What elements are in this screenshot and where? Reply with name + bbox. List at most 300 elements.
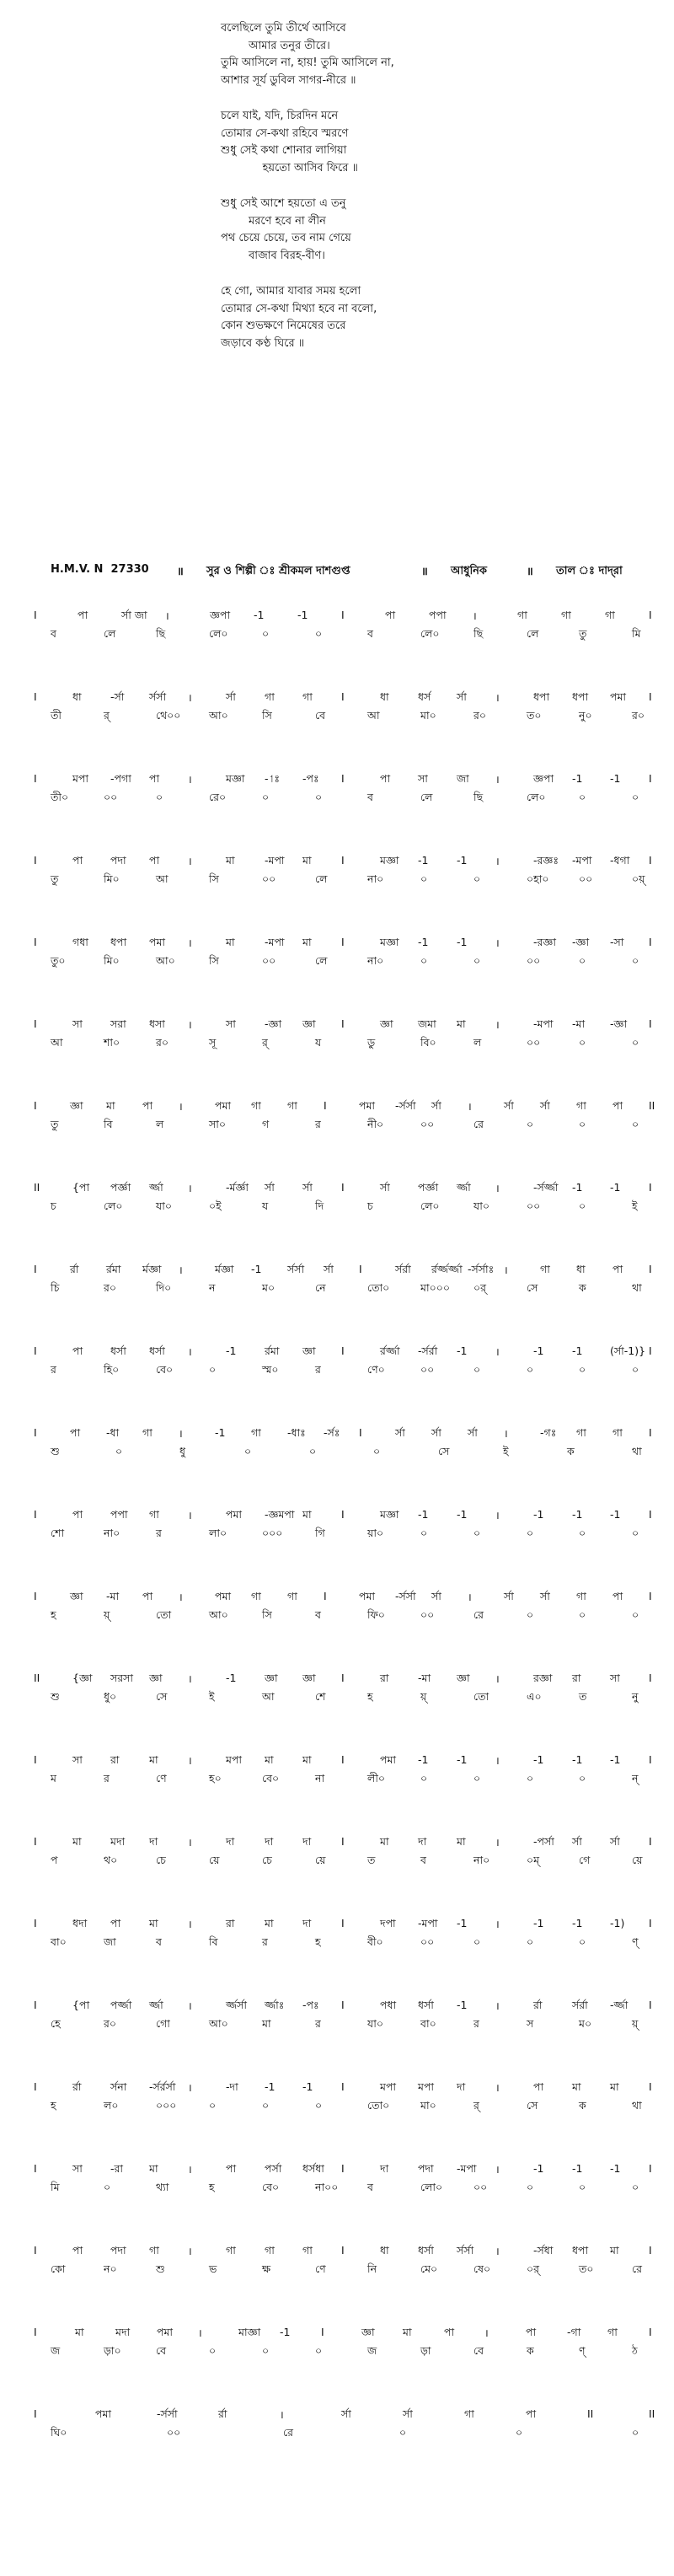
lyric-syllable: ছি	[156, 627, 166, 640]
bar-divider: I	[341, 1508, 345, 1521]
swara-note: দা	[380, 2162, 389, 2175]
lyric-syllable: নী০	[367, 1118, 384, 1130]
bar-divider: ।	[495, 2163, 500, 2176]
swara-note: মাজ্ঞা	[238, 2326, 261, 2338]
lyric-syllable: ০	[527, 1527, 534, 1539]
swara-note: রজ্ঞা	[533, 1672, 553, 1684]
lyric-syllable: ০	[527, 1772, 534, 1784]
lyric-syllable: বি০	[420, 1036, 436, 1049]
bar-divider: ।	[495, 773, 500, 786]
lyric-syllable: মি	[632, 627, 641, 640]
bar-divider: ।	[188, 1754, 192, 1767]
lyric-syllable: য়্‌	[420, 1690, 427, 1703]
lyric-syllable: ০	[527, 1935, 534, 1948]
lyric-syllable: ক্ষ	[262, 2262, 271, 2275]
separator: ॥	[527, 566, 533, 578]
swara-note: মা	[149, 2162, 158, 2175]
bar-divider: ।	[165, 609, 169, 622]
lyric-syllable: না০	[104, 1527, 120, 1539]
swara-note: -1	[457, 1999, 468, 2011]
swara-note: গা	[576, 1590, 586, 1602]
lyric-syllable: ব	[420, 1854, 426, 1866]
swara-note: পা	[612, 1263, 623, 1275]
syllable-line	[34, 2344, 657, 2361]
swara-note: পা	[149, 854, 160, 867]
bar-divider: I	[34, 690, 37, 703]
lyric-syllable: ণ্‌	[579, 2344, 586, 2357]
lyric-syllable: লে	[315, 954, 328, 967]
lyric-syllable: রে	[473, 1608, 484, 1621]
swara-note: -1	[457, 1344, 468, 1357]
syllable-line	[34, 791, 657, 808]
bar-divider: I	[34, 1508, 37, 1521]
bar-divider: ।	[188, 1509, 192, 1521]
swara-note: -1	[215, 1426, 226, 1439]
swara-note: জ্ঞা	[302, 1344, 316, 1357]
bar-divider: I	[341, 2162, 345, 2175]
swara-note: র্সর্সা	[457, 2244, 474, 2257]
swara-note: পধা	[380, 1999, 397, 2011]
swara-note: পদা	[418, 2162, 434, 2175]
swara-note: মা	[457, 1835, 466, 1848]
swara-note: -মপা	[572, 854, 592, 867]
swara-note: ধসা	[149, 1017, 165, 1030]
lyric-syllable: ০	[579, 791, 586, 803]
swara-note: পমা	[149, 936, 166, 948]
swara-note: -1	[533, 1508, 544, 1521]
bar-divider: I	[649, 772, 652, 785]
lyric-syllable: বা০	[51, 1935, 67, 1948]
bar-divider: ।	[188, 1836, 192, 1849]
lyric-syllable: ব	[315, 1608, 321, 1621]
lyric-syllable: থ০	[104, 1854, 118, 1866]
syllable-line	[34, 2181, 657, 2198]
bar-divider: ।	[495, 855, 500, 867]
lyric-syllable: ০	[516, 2426, 523, 2439]
swara-note: দা	[302, 1835, 312, 1848]
swara-note: ধা	[72, 690, 82, 703]
lyric-syllable: হ	[367, 1690, 373, 1703]
swara-note: মা	[572, 2080, 581, 2093]
swara-note: র্সা জা	[121, 609, 147, 621]
swara-note: -1	[610, 1753, 621, 1766]
swara-note: -জ্ঞা	[610, 1017, 628, 1030]
lyric-syllable: দি০	[156, 1281, 172, 1294]
lyric-syllable: ম০	[579, 2017, 592, 2030]
swara-note: র্রা	[70, 1263, 79, 1275]
bar-divider: I	[649, 1999, 652, 2011]
lyric-syllable: মি০	[104, 872, 120, 885]
swara-note: -র্সর্সাঃ	[468, 1263, 495, 1275]
lyric-syllable: ০	[209, 2099, 217, 2112]
lyric-syllable: ব	[156, 1935, 162, 1948]
swara-note: সা	[72, 1017, 83, 1030]
swara-note: -1	[572, 2162, 583, 2175]
swara-note: মপা	[380, 2080, 397, 2093]
swara-note: গা	[464, 2407, 474, 2420]
swara-note: -মপা	[265, 854, 285, 867]
lyric-syllable: তো০	[367, 2099, 390, 2112]
lyric-syllable: ০	[632, 1036, 639, 1049]
swara-line	[34, 1835, 657, 1852]
lyric-syllable: ০	[262, 2099, 270, 2112]
bar-divider: I	[34, 1590, 37, 1602]
swara-note: -1	[572, 1508, 583, 1521]
syllable-line	[34, 1935, 657, 1952]
lyric-syllable: বি	[104, 1118, 113, 1130]
lyric-syllable: ০০	[167, 2426, 181, 2439]
lyric-syllable: না০	[367, 872, 384, 885]
lyric-syllable: তো	[473, 1690, 489, 1703]
lyric-syllable: জ	[51, 2344, 61, 2357]
lyrics-block	[221, 20, 575, 371]
swara-note: র্সা	[341, 2407, 351, 2420]
lyric-syllable: সে	[438, 1445, 450, 1457]
lyric-syllable: লে০	[420, 627, 440, 640]
bar-divider: ।	[495, 1754, 500, 1767]
lyric-syllable: ণে০	[367, 1363, 385, 1376]
swara-note: ধর্সা	[149, 1344, 165, 1357]
lyric-syllable: র০	[473, 709, 487, 722]
lyric-line: শুধু সেই কথা শোনার লাগিয়া	[221, 144, 347, 157]
lyric-syllable: ০	[315, 791, 323, 803]
swara-note: র্জ্জর্সা	[226, 1999, 248, 2011]
swara-line	[34, 936, 657, 953]
swara-note: পপা	[429, 609, 447, 621]
lyric-line: জড়াবে কণ্ঠ ঘিরে ॥	[221, 336, 305, 350]
lyric-syllable: সি	[209, 954, 219, 967]
lyric-syllable: ফি০	[367, 1608, 385, 1621]
bar-divider: I	[649, 1181, 652, 1194]
bar-divider: ।	[495, 1345, 500, 1358]
swara-note: গা	[265, 690, 275, 703]
lyric-syllable: হে	[51, 2017, 61, 2030]
lyric-syllable: ড়া	[420, 2344, 431, 2357]
notation-row	[34, 690, 657, 727]
lyric-syllable: ০	[420, 872, 428, 885]
lyric-syllable: ০০	[420, 1363, 435, 1376]
lyric-syllable: ০	[315, 2099, 323, 2112]
lyric-syllable: ০র্‌	[473, 1281, 487, 1294]
notation-row	[34, 1508, 657, 1545]
notation-row	[34, 936, 657, 973]
lyric-syllable: ন০	[104, 2262, 117, 2275]
swara-note: মা	[72, 1835, 82, 1848]
lyric-syllable: ০	[632, 1118, 639, 1130]
bar-divider: I	[341, 1999, 345, 2011]
swara-note: র্সা	[540, 1099, 550, 1112]
lyric-syllable: র০	[156, 1036, 169, 1049]
lyric-syllable: ০০	[420, 1935, 435, 1948]
syllable-line	[34, 1690, 657, 1707]
swara-note: গা	[607, 2326, 618, 2338]
lyric-syllable: শা০	[104, 1036, 120, 1049]
syllable-line	[34, 709, 657, 726]
lyric-syllable: ০	[473, 872, 481, 885]
swara-note: মা	[149, 1753, 158, 1766]
notation-row	[34, 1753, 657, 1790]
swara-note: র্সা	[468, 1426, 478, 1439]
lyric-syllable: ০	[579, 1772, 586, 1784]
swara-note: মপা	[418, 2080, 435, 2093]
swara-note: -পগা	[110, 772, 131, 785]
separator: ॥	[177, 566, 184, 578]
syllable-line	[34, 1772, 657, 1789]
swara-line	[34, 1263, 657, 1280]
lyric-syllable: চে	[262, 1854, 272, 1866]
lyric-line: আমার তনুর তীরে।	[221, 39, 330, 52]
swara-note: -পঃ	[302, 772, 319, 785]
swara-note: পমা	[380, 1753, 397, 1766]
swara-note: -রজ্ঞা	[533, 936, 556, 948]
swara-note: {পা	[72, 1999, 90, 2011]
lyric-syllable: ডু	[367, 1036, 376, 1049]
swara-note: সা	[610, 1672, 620, 1684]
record-number: H.M.V. N 27330	[51, 563, 149, 576]
swara-line	[34, 2162, 657, 2179]
swara-line	[34, 2407, 657, 2424]
lyric-syllable: লে	[104, 627, 116, 640]
lyric-syllable: ০	[527, 1363, 534, 1376]
lyric-stanza	[221, 283, 575, 352]
lyric-syllable: তো	[156, 1608, 172, 1621]
bar-divider: I	[649, 1508, 652, 1521]
swara-note: মপা	[72, 772, 89, 785]
lyric-syllable: গি	[315, 1527, 325, 1539]
lyric-syllable: লা০	[209, 1527, 227, 1539]
swara-note: -র্সঃ	[324, 1426, 340, 1439]
bar-divider: I	[649, 1263, 652, 1275]
lyric-syllable: আ	[156, 872, 168, 885]
bar-divider: ।	[495, 1836, 500, 1849]
bar-divider: I	[649, 2162, 652, 2175]
swara-note: র্মজ্ঞা	[215, 1263, 234, 1275]
bar-divider: I	[34, 2162, 37, 2175]
swara-note: -1	[610, 772, 621, 785]
lyric-syllable: ০	[315, 627, 323, 640]
swara-note: -দা	[226, 2080, 238, 2093]
swara-note: -র্সর্সা	[395, 1099, 416, 1112]
swara-note: -ধাঃ	[287, 1426, 306, 1439]
bar-divider: ।	[179, 1591, 183, 1603]
swara-note: গা	[517, 609, 527, 621]
lyric-syllable: য	[262, 1199, 269, 1212]
lyric-syllable: নু০	[579, 709, 592, 722]
lyric-syllable: ০	[473, 1935, 481, 1948]
lyric-syllable: ০	[115, 1445, 123, 1457]
swara-note: -র্সর্রা	[418, 1344, 438, 1357]
swara-note: গা	[265, 2244, 275, 2257]
bar-divider: I	[341, 1344, 345, 1357]
lyric-syllable: মা০	[420, 709, 436, 722]
swara-note: -1	[572, 1917, 583, 1929]
lyric-syllable: ০	[579, 1935, 586, 1948]
lyric-syllable: লে০	[104, 1199, 123, 1212]
bar-divider: ।	[495, 1509, 500, 1521]
bar-divider: I	[649, 1017, 652, 1030]
swara-note: -1	[533, 1917, 544, 1929]
genre-label: আধুনিক	[451, 565, 488, 577]
swara-note: জ্ঞপা	[533, 772, 554, 785]
swara-note: গা	[251, 1426, 261, 1439]
swara-note: সা	[226, 1017, 236, 1030]
swara-note: (র্সা-1)}	[610, 1344, 646, 1357]
swara-note: মা	[457, 1017, 466, 1030]
bar-divider: ।	[495, 1999, 500, 2012]
lyric-syllable: ড়া০	[104, 2344, 121, 2357]
swara-line	[34, 1672, 657, 1688]
lyric-syllable: ণ্‌	[632, 1935, 639, 1948]
swara-note: মা	[149, 1917, 158, 1929]
swara-note: দা	[265, 1835, 274, 1848]
swara-note: পা	[380, 772, 391, 785]
swara-note: ধর্সা	[110, 1344, 126, 1357]
swara-note: জ্ঞা	[457, 1672, 470, 1684]
lyric-syllable: ০	[473, 1772, 481, 1784]
lyric-line: হে গো, আমার যাবার সময় হলো	[221, 285, 361, 298]
lyric-syllable: ক	[527, 2344, 534, 2357]
swara-note: জমা	[418, 1017, 436, 1030]
swara-note: রা	[110, 1753, 120, 1766]
swara-line	[34, 1508, 657, 1525]
swara-note: -পর্সা	[533, 1835, 554, 1848]
lyric-syllable: মা০০০	[420, 1281, 450, 1294]
lyric-syllable: ব	[367, 627, 373, 640]
bar-divider: I	[649, 1917, 652, 1929]
swara-note: জ্ঞা	[70, 1099, 83, 1112]
bar-divider: ।	[495, 1182, 500, 1194]
lyric-syllable: আ০	[156, 954, 175, 967]
syllable-line	[34, 954, 657, 971]
bar-divider: I	[649, 936, 652, 948]
lyric-syllable: র	[315, 1363, 321, 1376]
lyric-syllable: আ	[367, 709, 380, 722]
swara-note: গা	[287, 1590, 297, 1602]
lyric-syllable: সে	[527, 1281, 538, 1294]
bar-divider: I	[359, 1426, 362, 1439]
swara-note: র্সা	[380, 1181, 390, 1194]
swara-note: মা	[226, 854, 235, 867]
swara-note: মজ্ঞা	[380, 854, 399, 867]
lyric-syllable: মা০	[420, 2099, 436, 2112]
lyric-syllable: ঠ	[632, 2344, 638, 2357]
bar-divider: ।	[188, 1182, 192, 1194]
bar-divider: ।	[188, 1918, 192, 1930]
lyric-syllable: জা	[104, 1935, 116, 1948]
swara-note: -1	[610, 1181, 621, 1194]
bar-divider: I	[341, 772, 345, 785]
syllable-line	[34, 1363, 657, 1380]
swara-note: ধর্সা	[418, 2244, 434, 2257]
swara-note: ধা	[380, 2244, 389, 2257]
syllable-line	[34, 627, 657, 644]
swara-note: -মা	[106, 1590, 120, 1602]
lyric-syllable: ই	[632, 1199, 638, 1212]
swara-note: মা	[75, 2326, 84, 2338]
swara-note: মা	[226, 936, 235, 948]
swara-note: র্সা	[572, 1835, 582, 1848]
swara-note: র্মজ্ঞা	[142, 1263, 162, 1275]
bar-divider: I	[649, 2080, 652, 2093]
bar-divider: I	[34, 1426, 37, 1439]
lyric-line: আশার সূর্য ডুবিল সাগর-নীরে ॥	[221, 73, 356, 87]
swara-note: দা	[418, 1835, 427, 1848]
swara-note: পর্জ্ঞা	[110, 1181, 131, 1194]
lyric-syllable: ০	[579, 1118, 586, 1130]
lyric-syllable: ০হা০	[527, 872, 549, 885]
swara-note: মজ্ঞা	[226, 772, 245, 785]
bar-divider: I	[34, 2244, 37, 2257]
lyric-syllable: য	[315, 1036, 322, 1049]
swara-note: রা	[226, 1917, 235, 1929]
swara-note: র্রমা	[106, 1263, 121, 1275]
swara-note: মা	[403, 2326, 412, 2338]
lyric-syllable: ০	[420, 1527, 428, 1539]
swara-note: পমা	[157, 2326, 174, 2338]
lyric-syllable: লে০	[420, 1199, 440, 1212]
lyric-syllable: ০	[632, 1527, 639, 1539]
swara-note: -মা	[418, 1672, 431, 1684]
lyric-syllable: আ	[262, 1690, 275, 1703]
lyric-syllable: হ	[51, 2099, 56, 2112]
lyric-syllable: ০০	[104, 791, 118, 803]
lyric-syllable: চ	[367, 1199, 373, 1212]
lyric-syllable: ০	[527, 1608, 534, 1621]
bar-divider: ।	[188, 1999, 192, 2012]
swara-note: পা	[72, 854, 83, 867]
lyric-syllable: আ০	[209, 2017, 228, 2030]
lyric-syllable: মে০	[420, 2262, 438, 2275]
swara-note: ধদা	[72, 1917, 88, 1929]
lyric-syllable: ০	[632, 2426, 639, 2439]
bar-divider: ।	[188, 2245, 192, 2257]
lyric-syllable: রে০	[209, 791, 227, 803]
swara-line	[34, 2080, 657, 2097]
notation-row	[34, 1590, 657, 1627]
swara-note: -পঃ	[302, 1999, 319, 2011]
swara-note: গা	[226, 2244, 236, 2257]
lyric-syllable: ০	[309, 1445, 317, 1457]
bar-divider: ।	[198, 2326, 202, 2339]
swara-note: -1	[265, 2080, 275, 2093]
swara-note: মা	[106, 1099, 115, 1112]
lyric-syllable: সি	[262, 1608, 272, 1621]
swara-note: জ্ঞা	[302, 1672, 316, 1684]
lyric-syllable: ল	[156, 1118, 164, 1130]
bar-divider: I	[341, 1181, 345, 1194]
lyric-syllable: ০য়্‌	[632, 872, 645, 885]
lyric-syllable: তো০	[367, 1281, 390, 1294]
lyric-line: বলেছিলে তুমি তীর্থে আসিবে	[221, 22, 346, 35]
swara-note: ধপা	[110, 936, 127, 948]
swara-note: -র্সর্জ্জা	[533, 1181, 559, 1194]
syllable-line	[34, 1036, 657, 1053]
bar-divider: I	[649, 854, 652, 867]
lyric-syllable: ০০	[527, 1036, 541, 1049]
lyric-syllable: তু	[579, 627, 587, 640]
swara-note: পমা	[226, 1508, 243, 1521]
swara-note: মা	[610, 2244, 619, 2257]
swara-note: র্সা	[504, 1590, 514, 1602]
bar-divider: I	[649, 1753, 652, 1766]
lyric-syllable: বে	[315, 709, 326, 722]
swara-note: মা	[302, 1753, 312, 1766]
swara-note: পা	[612, 1099, 623, 1112]
notation-row	[34, 1263, 657, 1300]
swara-note: মজ্ঞা	[380, 1508, 399, 1521]
swara-note: র্সর্সা	[149, 690, 167, 703]
lyric-syllable: আ০	[209, 1608, 228, 1621]
